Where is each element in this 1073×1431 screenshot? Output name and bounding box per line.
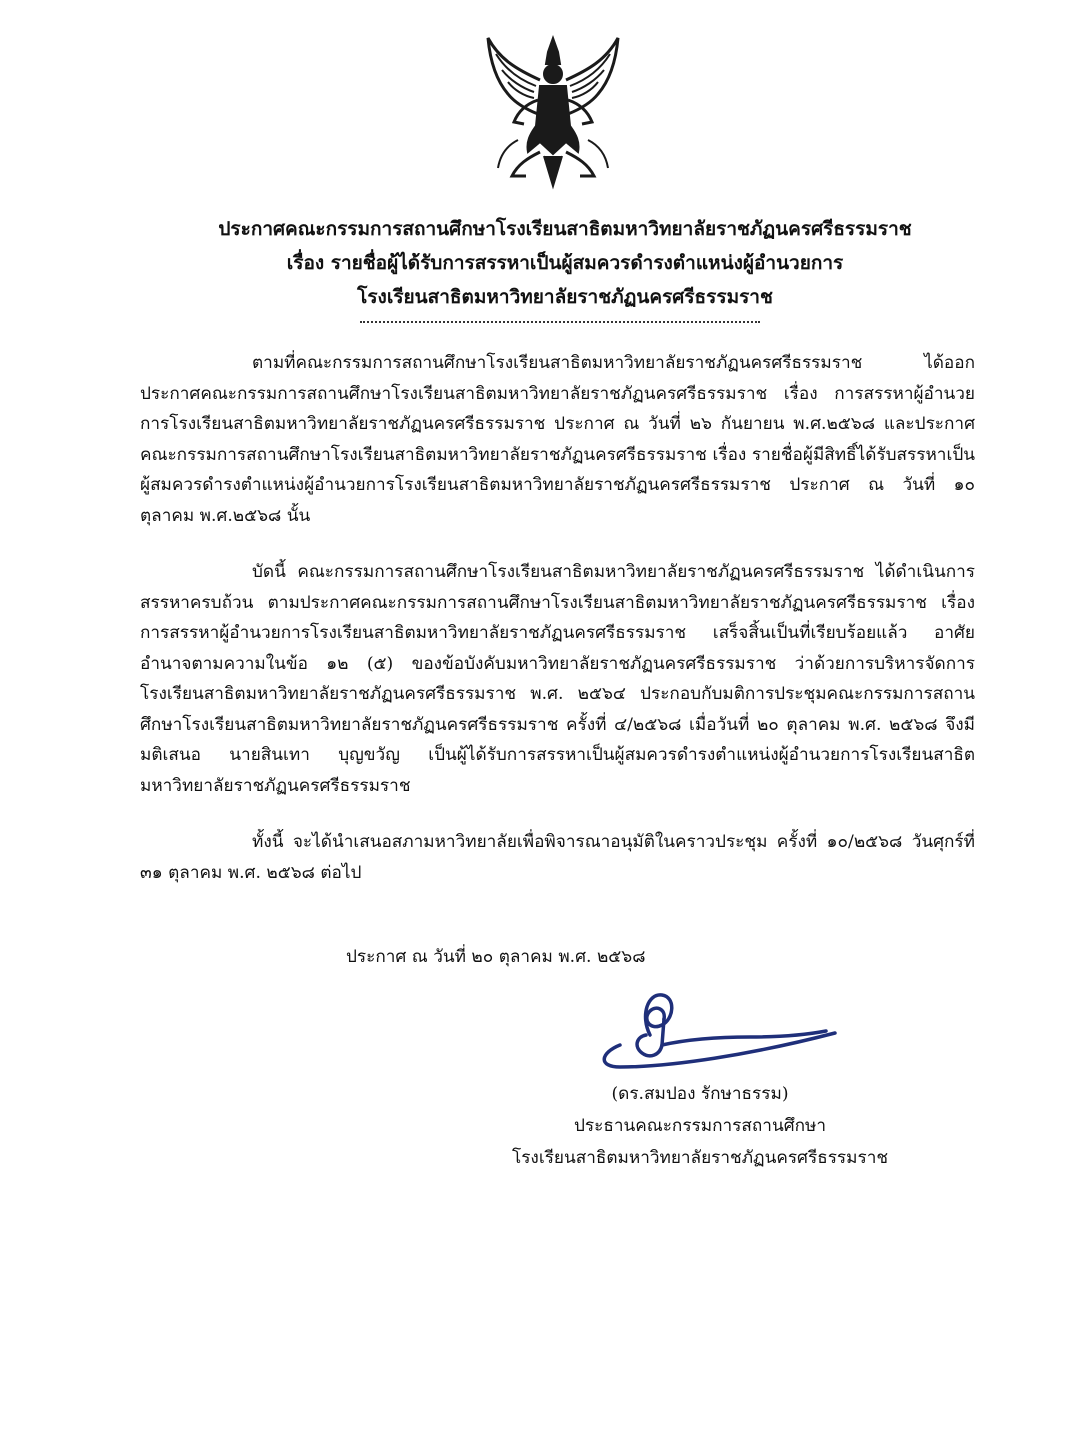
announcement-date: ประกาศ ณ วันที่ ๒๐ ตุลาคม พ.ศ. ๒๕๖๘	[346, 947, 646, 967]
document-heading	[100, 212, 1030, 314]
heading-organization: โรงเรียนสาธิตมหาวิทยาลัยราชภัฏนครศรีธรรมราช	[357, 286, 773, 308]
signer-organization: โรงเรียนสาธิตมหาวิทยาลัยราชภัฏนครศรีธรรมราช	[511, 1148, 889, 1168]
signer-position: ประธานคณะกรรมการสถานศึกษา	[573, 1116, 827, 1136]
handwritten-signature-icon	[590, 975, 850, 1085]
signer-block	[470, 1078, 930, 1174]
garuda-emblem-icon	[478, 30, 628, 190]
dotted-separator	[360, 317, 760, 323]
paragraph-3: ทั้งนี้ จะได้นำเสนอสภามหาวิทยาลัยเพื่อพิจารณาอนุมัติในคราวประชุม ครั้งที่ ๑๐/๒๕๖๘ วันศุกร์ที่ ๓๑ ตุลาคม พ.ศ. ๒๕๖๘ ต่อไป	[140, 832, 975, 883]
paragraph-2: บัดนี้ คณะกรรมการสถานศึกษาโรงเรียนสาธิตมหาวิทยาลัยราชภัฏนครศรีธรรมราช ได้ดำเนินการสรรหาครบถ้วน ตามประกาศคณะกรรมการสถานศึกษาโรงเรียนสาธิตมหาวิทยาลัยราชภัฏนครศรีธรรมราช เรื่อง การสรรหาผู้อำนวยการโรงเรียนสาธิตมหาวิทยาลัยราชภัฏนครศรีธรรมราช เสร็จสิ้นเป็นที่เรียบร้อยแล้ว อาศัยอำนาจตามความในข้อ ๑๒ (๕) ของข้อบังคับมหาวิทยาลัยราชภัฏนครศรีธรรมราช ว่าด้วยการบริหารจัดการโรงเรียนสาธิตมหาวิทยาลัยราชภัฏนครศรีธรรมราช พ.ศ. ๒๕๖๔ ประกอบกับมติการประชุมคณะกรรมการสถานศึกษาโรงเรียนสาธิตมหาวิทยาลัยราชภัฏนครศรีธรรมราช ครั้งที่ ๔/๒๕๖๘ เมื่อวันที่ ๒๐ ตุลาคม พ.ศ. ๒๕๖๘ จึงมีมติเสนอ นายสินเทา บุญขวัญ เป็นผู้ได้รับการสรรหาเป็นผู้สมควรดำรงตำแหน่งผู้อำนวยการโรงเรียนสาธิตมหาวิทยาลัยราชภัฏนครศรีธรรมราช	[140, 562, 975, 796]
signer-name: (ดร.สมปอง รักษาธรรม)	[611, 1084, 789, 1104]
heading-title: ประกาศคณะกรรมการสถานศึกษาโรงเรียนสาธิตมหาวิทยาลัยราชภัฏนครศรีธรรมราช	[218, 218, 912, 240]
heading-subject: เรื่อง รายชื่อผู้ได้รับการสรรหาเป็นผู้สมควรดำรงตำแหน่งผู้อำนวยการ	[286, 252, 844, 274]
paragraph-1: ตามที่คณะกรรมการสถานศึกษาโรงเรียนสาธิตมหาวิทยาลัยราชภัฏนครศรีธรรมราช ได้ออกประกาศคณะกรรมการสถานศึกษาโรงเรียนสาธิตมหาวิทยาลัยราชภัฏนครศรีธรรมราช เรื่อง การสรรหาผู้อำนวยการโรงเรียนสาธิตมหาวิทยาลัยราชภัฏนครศรีธรรมราช ประกาศ ณ วันที่ ๒๖ กันยายน พ.ศ.๒๕๖๘ และประกาศคณะกรรมการสถานศึกษาโรงเรียนสาธิตมหาวิทยาลัยราชภัฏนครศรีธรรมราช เรื่อง รายชื่อผู้มีสิทธิ์ได้รับสรรหาเป็นผู้สมควรดำรงตำแหน่งผู้อำนวยการโรงเรียนสาธิตมหาวิทยาลัยราชภัฏนครศรีธรรมราช ประกาศ ณ วันที่ ๑๐ ตุลาคม พ.ศ.๒๕๖๘ นั้น	[140, 353, 975, 526]
document-body	[140, 348, 975, 888]
